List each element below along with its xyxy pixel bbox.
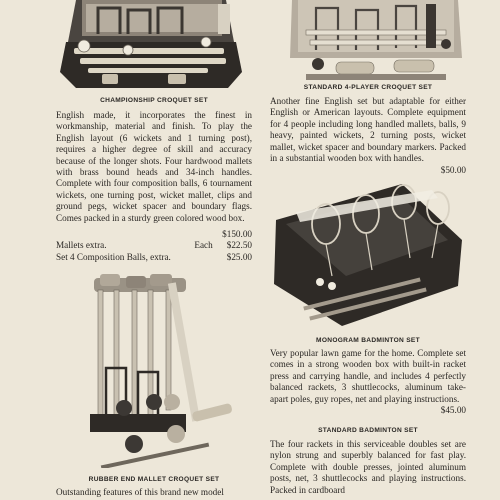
standard-croquet-photo xyxy=(286,0,466,82)
extra-label: Set 4 Composition Balls, extra. xyxy=(56,251,171,262)
extra-each: Each xyxy=(194,240,213,251)
standard-croquet-heading: STANDARD 4-PLAYER CROQUET SET xyxy=(303,84,433,91)
monogram-badminton-photo xyxy=(272,180,464,330)
monogram-badminton-heading: MONOGRAM BADMINTON SET xyxy=(316,337,420,344)
championship-price-block xyxy=(56,229,252,263)
monogram-badminton-description: Very popular lawn game for the home. Complete set comes in a strong wooden box with built-in racket press and carrying handle, and includes 4 perfectly balanced rackets, 3 shuttlecocks, aluminum take-apart poles, guy ropes, net and playing instructions. xyxy=(270,348,466,404)
championship-heading: CHAMPIONSHIP CROQUET SET xyxy=(100,97,208,104)
extra-label: Mallets extra. xyxy=(56,240,107,251)
extra-each xyxy=(171,252,227,263)
championship-price: $150.00 xyxy=(222,229,252,239)
extra-row xyxy=(56,252,252,263)
standard-badminton-heading: STANDARD BADMINTON SET xyxy=(318,427,418,434)
standard-croquet-price: $50.00 xyxy=(440,165,466,175)
standard-badminton-description: The four rackets in this serviceable doubles set are nylon strung and superbly balanced for fast play. Complete with double presses, jointed aluminum posts, net, 3 shuttlecocks and playing instructions. Packed in cardboard xyxy=(270,439,466,495)
standard-croquet-description: Another fine English set but adaptable for either English or American layouts. Complete equipment for 4 people including long handled mallets, balls, 9 heavy, painted wickets, 2 turning posts, wicket mallet, wicket spacer and boundary markers. Packed in a substantial wooden box with handles. xyxy=(270,96,466,164)
championship-description: English made, it incorporates the finest in workmanship, material and finish. To play the English layout (6 wickets and 1 turning post), requires a higher degree of skill and accuracy because of the longer shots. Four hardwood mallets with brass bound heads and 34-inch handles. Complete with four composition balls, 6 tournament wickets, one turning post, wicket mallet, clips and ground pegs, wicket spacer and boundary flags. Comes packed in a sturdy green colored wood box. xyxy=(56,110,252,223)
extra-price: $25.00 xyxy=(226,251,252,262)
championship-croquet-photo xyxy=(58,0,244,90)
rubber-end-croquet-photo xyxy=(80,272,240,468)
extra-row xyxy=(56,240,252,251)
rubber-end-heading: RUBBER END MALLET CROQUET SET xyxy=(88,476,220,483)
rubber-end-description: Outstanding features of this brand new model xyxy=(56,487,224,497)
extra-price: $22.50 xyxy=(226,240,252,251)
monogram-badminton-price: $45.00 xyxy=(440,405,466,415)
